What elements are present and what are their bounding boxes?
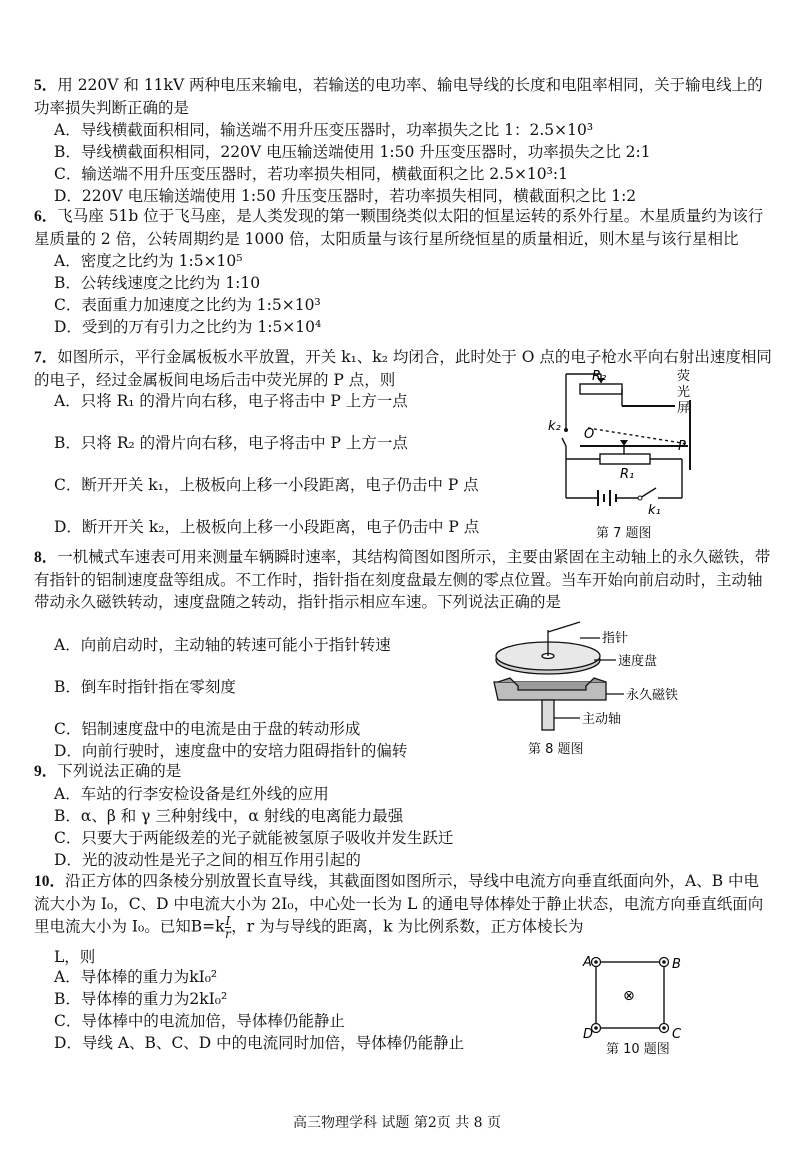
question-number: 7． xyxy=(34,349,58,366)
option-d: D．导线 A、B、C、D 中的电流同时加倍，导体棒仍能静止 xyxy=(54,1034,465,1052)
option-a: A．密度之比约为 1:5×10⁵ xyxy=(54,252,243,270)
center-rod-symbol: ⊗ xyxy=(623,988,635,1004)
option-c: C．表面重力加速度之比约为 1:5×10³ xyxy=(54,296,321,314)
option-b: B．导线横截面积相同，220V 电压输送端使用 1:50 升压变压器时，功率损失之比 2:1 xyxy=(54,143,651,161)
option-c: C．输送端不用升压变压器时，若功率损失相同，横截面积之比 2.5×10³:1 xyxy=(54,165,568,183)
option-b: B．公转线速度之比约为 1:10 xyxy=(54,274,261,292)
option-c: C．只要大于两能级差的光子就能被氢原子吸收并发生跃迁 xyxy=(54,829,454,847)
r2-label: R₂ xyxy=(592,369,607,384)
label-a: A xyxy=(583,955,592,970)
formula-denominator: r xyxy=(225,927,231,941)
circuit-figure xyxy=(540,366,700,516)
option-c: C．导体棒中的电流加倍，导体棒仍能静止 xyxy=(54,1012,345,1030)
formula-numerator: I xyxy=(225,914,231,928)
k1-label: k₁ xyxy=(648,503,661,518)
disk-label: 速度盘 xyxy=(618,654,658,669)
question-stem-cont: ，r 为与导线的距离，k 为比例系数，正方体棱长为 xyxy=(231,917,584,936)
question-stem-end: L，则 xyxy=(54,948,96,966)
r1-label: R₁ xyxy=(620,467,635,482)
question-stem: 飞马座 51b 位于飞马座，是人类发现的第一颗围绕类似太阳的恒星运转的系外行星。木星质量约为该行星质量的 2 倍，公转周期约是 1000 倍，太阳质量与该行星所绕恒星的质量相近，则木星与该行星相比 xyxy=(34,207,764,248)
option-a: A．车站的行李安检设备是红外线的应用 xyxy=(54,785,329,803)
option-d: D．光的波动性是光子之间的相互作用引起的 xyxy=(54,851,361,869)
shaft-label: 主动轴 xyxy=(582,712,622,727)
option-b: B．α、β 和 γ 三种射线中，α 射线的电离能力最强 xyxy=(54,807,404,825)
question-10-options xyxy=(54,966,554,1054)
question-5 xyxy=(34,74,772,207)
option-a: A．只将 R₁ 的滑片向右移，电子将击中 P 上方一点 xyxy=(54,392,408,410)
question-number: 5． xyxy=(34,77,58,94)
speedometer-figure xyxy=(490,620,679,740)
option-d: D．220V 电压输送端使用 1:50 升压变压器时，若功率损失相同，横截面积之比 1:2 xyxy=(54,187,637,205)
label-d: D xyxy=(583,1027,594,1042)
screen-label-1: 荧 xyxy=(677,369,691,384)
label-b: B xyxy=(672,957,681,972)
p-label: P xyxy=(678,439,686,454)
question-number: 6． xyxy=(34,208,58,225)
option-a: A．导体棒的重力为kI₀² xyxy=(54,968,218,986)
question-stem: 用 220V 和 11kV 两种电压来输电，若输送的电功率、输电导线的长度和电阻率相同，关于输电线上的功率损失判断正确的是 xyxy=(34,76,763,117)
option-d: D．断开开关 k₂，上极板向上移一小段距离，电子仍击中 P 点 xyxy=(54,518,480,536)
screen-label-3: 屏 xyxy=(677,401,691,416)
question-8 xyxy=(34,546,772,613)
question-stem: 沿正方体的四条棱分别放置长直导线，其截面图如图所示，导线中电流方向垂直纸面向外，A、B 中电流大小为 I₀，C、D 中电流大小为 2I₀，中心处一长为 L 的通电导体棒处于静止状态，电流方向垂直纸面向里电流大小为 I₀。已知B=k xyxy=(34,872,764,936)
question-7-options xyxy=(54,390,514,538)
figure-8-caption: 第 8 题图 xyxy=(528,742,584,757)
question-number: 9． xyxy=(34,763,58,780)
question-number: 8． xyxy=(34,549,58,566)
figure-10-caption: 第 10 题图 xyxy=(606,1042,670,1057)
option-a: A．向前启动时，主动轴的转速可能小于指针转速 xyxy=(54,636,391,654)
option-a: A．导线横截面积相同，输送端不用升压变压器时，功率损失之比 1：2.5×10³ xyxy=(54,121,594,139)
question-number: 10． xyxy=(34,873,66,890)
option-b: B．导体棒的重力为2kI₀² xyxy=(54,990,228,1008)
page-footer: 高三物理学科 试题 第2页 共 8 页 xyxy=(292,1115,502,1131)
question-6 xyxy=(34,205,772,338)
option-c: C．断开开关 k₁，上极板向上移一小段距离，电子仍击中 P 点 xyxy=(54,476,479,494)
screen-label-2: 光 xyxy=(677,385,691,400)
option-d: D．向前行驶时，速度盘中的安培力阻碍指针的偏转 xyxy=(54,742,408,760)
option-d: D．受到的万有引力之比约为 1:5×10⁴ xyxy=(54,318,322,336)
k2-contact xyxy=(564,428,568,432)
pointer-label: 指针 xyxy=(602,631,629,646)
square-figure xyxy=(580,950,690,1040)
question-stem: 下列说法正确的是 xyxy=(57,762,182,780)
label-c: C xyxy=(672,1027,682,1042)
k2-label: k₂ xyxy=(548,419,561,434)
o-label: O xyxy=(584,427,595,442)
option-c: C．铝制速度盘中的电流是由于盘的转动形成 xyxy=(54,720,361,738)
option-b: B．倒车时指针指在零刻度 xyxy=(54,678,236,696)
question-9 xyxy=(34,760,772,871)
question-stem: 如图所示，平行金属板板水平放置，开关 k₁、k₂ 均闭合，此时处于 O 点的电子枪水平向右射出速度相同的电子，经过金属板间电场后击中荧光屏的 P 点，则 xyxy=(34,348,772,389)
question-8-options xyxy=(54,634,494,762)
magnet-label: 永久磁铁 xyxy=(626,688,679,703)
k1-contact xyxy=(638,496,642,500)
option-b: B．只将 R₂ 的滑片向右移，电子将击中 P 上方一点 xyxy=(54,434,408,452)
question-stem: 一机械式车速表可用来测量车辆瞬时速率，其结构简图如图所示，主要由紧固在主动轴上的永久磁铁，带有指针的铝制速度盘等组成。不工作时，指针指在刻度盘最左侧的零点位置。当车开始向前启动时，主动轴带动永久磁铁转动，速度盘随之转动，指针指示相应车速。下列说法正确的是 xyxy=(34,548,771,611)
figure-7-caption: 第 7 题图 xyxy=(596,526,652,541)
